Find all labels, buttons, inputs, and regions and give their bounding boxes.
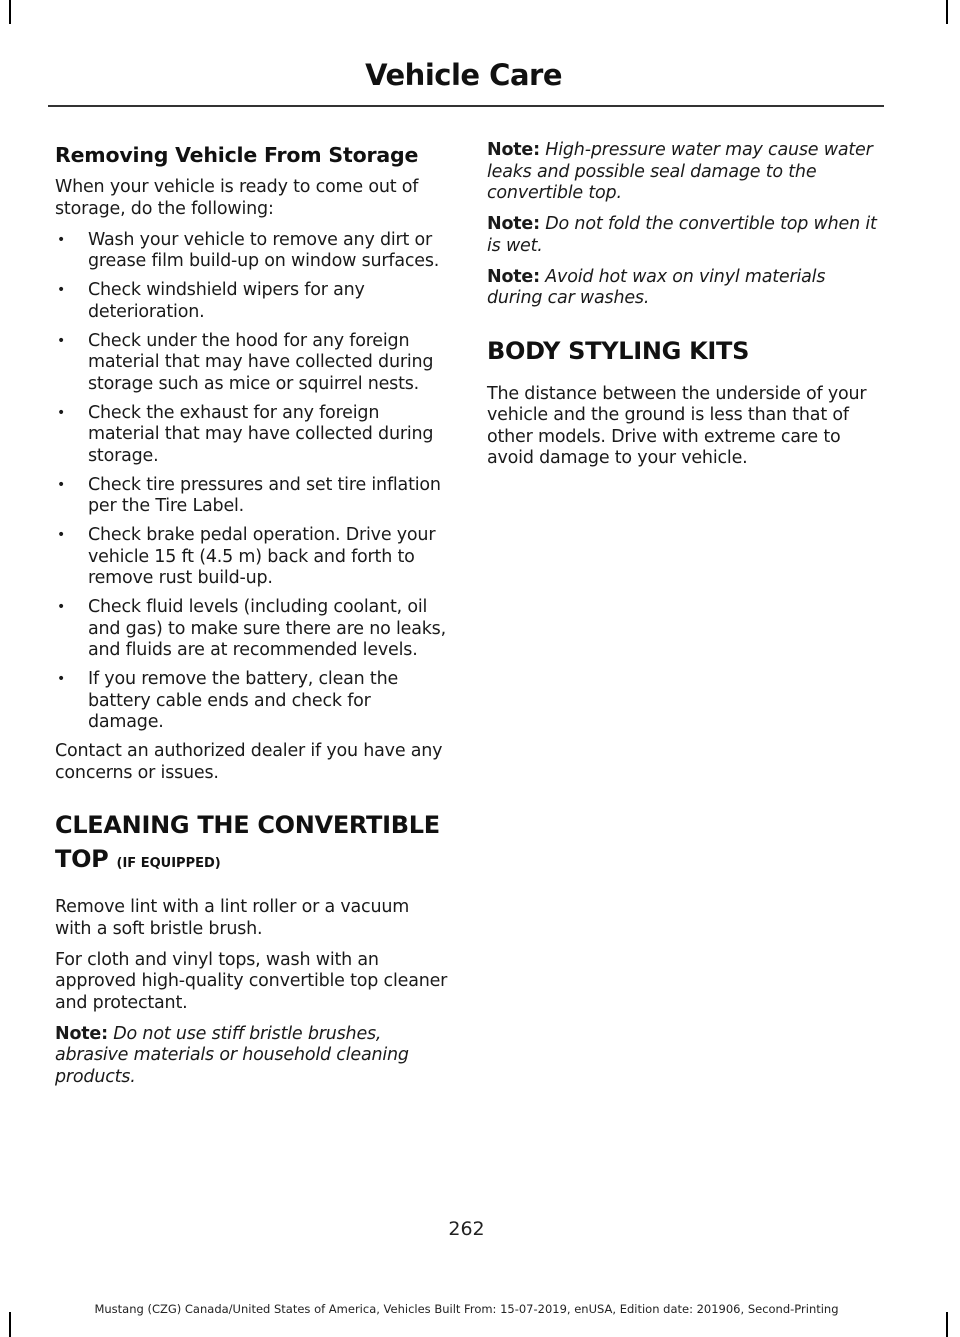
right-column bbox=[487, 140, 882, 479]
page-number: 262 bbox=[448, 1218, 485, 1240]
crop-mark bbox=[946, 1312, 948, 1337]
list-item: • Check windshield wipers for any deterioration. bbox=[57, 280, 365, 322]
note: Note: Avoid hot wax on vinyl materials during car washes. bbox=[487, 266, 826, 308]
convertible-heading: CLEANING THE CONVERTIBLE TOP (IF EQUIPPED) bbox=[55, 811, 440, 873]
list-item: • Check the exhaust for any foreign material that may have collected during storage. bbox=[57, 402, 434, 466]
page-title: Vehicle Care bbox=[365, 58, 562, 92]
crop-mark bbox=[9, 0, 11, 24]
list-item: • Check tire pressures and set tire inflation per the Tire Label. bbox=[57, 474, 441, 516]
tops-text: For cloth and vinyl tops, wash with an approved high-quality convertible top cleaner and protectant. bbox=[55, 949, 448, 1013]
header-divider bbox=[48, 105, 884, 107]
bullet-icon: • bbox=[57, 404, 66, 421]
crop-mark bbox=[946, 0, 948, 24]
bullet-icon: • bbox=[57, 599, 66, 615]
list-item: • Check under the hood for any foreign material that may have collected during storage such as mice or squirrel nests. bbox=[57, 330, 434, 394]
list-item: • If you remove the battery, clean the battery cable ends and check for damage. bbox=[57, 669, 399, 732]
list-item: • Check fluid levels (including coolant, oil and gas) to make sure there are no leaks, and fluids are at recommended levels. bbox=[57, 597, 446, 660]
storage-intro: When your vehicle is ready to come out of storage, do the following: bbox=[55, 177, 419, 219]
bullet-icon: • bbox=[57, 282, 66, 298]
contact-text: Contact an authorized dealer if you have any concerns or issues. bbox=[55, 741, 443, 783]
lint-text: Remove lint with a lint roller or a vacuum with a soft bristle brush. bbox=[55, 897, 410, 939]
footer-text: Mustang (CZG) Canada/United States of America, Vehicles Built From: 15-07-2019, enUSA, Edition date: 201906, Second-Printing bbox=[94, 1302, 839, 1316]
storage-checklist bbox=[55, 230, 450, 734]
bullet-icon: • bbox=[57, 527, 66, 543]
left-column bbox=[55, 140, 450, 1098]
note: Note: High-pressure water may cause water leaks and possible seal damage to the convertible top. bbox=[487, 140, 873, 203]
list-item: • Check brake pedal operation. Drive your vehicle 15 ft (4.5 m) back and forth to remove rust build-up. bbox=[57, 525, 436, 588]
bullet-icon: • bbox=[57, 231, 66, 248]
bullet-icon: • bbox=[57, 476, 66, 493]
bullet-icon: • bbox=[57, 671, 66, 687]
note: Note: Do not fold the convertible top when it is wet. bbox=[487, 214, 877, 256]
storage-heading: Removing Vehicle From Storage bbox=[55, 143, 419, 167]
note: Note: Do not use stiff bristle brushes, abrasive materials or household cleaning products. bbox=[55, 1023, 409, 1087]
body-styling-text: The distance between the underside of your vehicle and the ground is less than that of other models. Drive with extreme care to avoid damage to your vehicle. bbox=[487, 383, 867, 468]
bullet-icon: • bbox=[57, 332, 66, 349]
equipped-tag: (IF EQUIPPED) bbox=[116, 856, 221, 871]
body-styling-heading: BODY STYLING KITS bbox=[487, 336, 750, 365]
list-item: • Wash your vehicle to remove any dirt or grease film build-up on window surfaces. bbox=[57, 229, 440, 271]
